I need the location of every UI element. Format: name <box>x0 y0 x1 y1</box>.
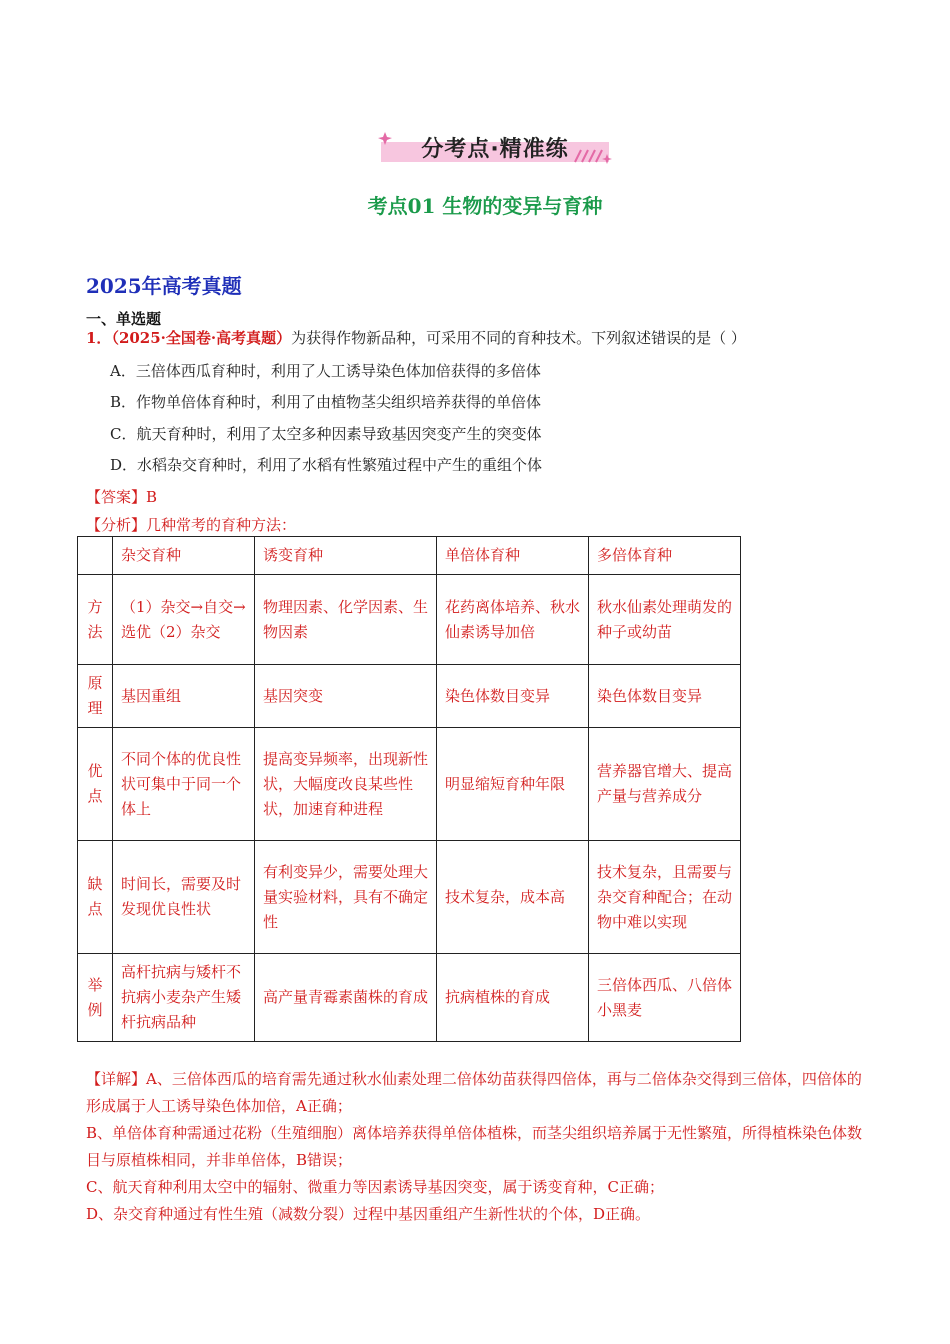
table-header-cell: 多倍体育种 <box>589 537 741 575</box>
table-header-cell: 杂交育种 <box>113 537 255 575</box>
row-label: 方法 <box>78 575 113 665</box>
table-header-cell: 诱变育种 <box>255 537 437 575</box>
table-header-cell <box>78 537 113 575</box>
table-cell: 提高变异频率，出现新性状，大幅度改良某些性状，加速育种进程 <box>255 728 437 841</box>
detail-text: A、三倍体西瓜的培育需先通过秋水仙素处理二倍体幼苗获得四倍体，再与二倍体杂交得到三倍体，四倍体的形成属于人工诱导染色体加倍，A正确； <box>86 1070 862 1115</box>
option-c: C．航天育种时，利用了太空多种因素导致基因突变产生的突变体 <box>110 425 542 443</box>
table-cell: 物理因素、化学因素、生物因素 <box>255 575 437 665</box>
table-cell: 三倍体西瓜、八倍体小黑麦 <box>589 954 741 1042</box>
question-type: 一、单选题 <box>86 310 162 328</box>
detail-paragraph: C、航天育种利用太空中的辐射、微重力等因素诱导基因突变，属于诱变育种，C正确； <box>86 1178 664 1196</box>
row-label: 举例 <box>78 954 113 1042</box>
analysis <box>86 514 296 535</box>
breeding-methods-table <box>77 536 741 1042</box>
section-banner <box>375 124 615 172</box>
year-title: 2025年高考真题 <box>86 274 242 298</box>
table-cell: 基因突变 <box>255 665 437 728</box>
analysis-label: 【分析】 <box>86 516 147 534</box>
table-cell: （1）杂交→自交→选优（2）杂交 <box>113 575 255 665</box>
analysis-text: 几种常考的育种方法： <box>146 516 297 534</box>
option-a: A．三倍体西瓜育种时，利用了人工诱导染色体加倍获得的多倍体 <box>110 362 541 380</box>
detail-paragraph: D、杂交育种通过有性生殖（减数分裂）过程中基因重组产生新性状的个体，D正确。 <box>86 1205 651 1223</box>
row-label: 缺点 <box>78 841 113 954</box>
table-cell: 染色体数目变异 <box>589 665 741 728</box>
question-text: 为获得作物新品种，可采用不同的育种技术。下列叙述错误的是（ ） <box>291 329 746 347</box>
section-title: 考点01 生物的变异与育种 <box>367 194 603 218</box>
table-cell: 明显缩短育种年限 <box>437 728 589 841</box>
question-stem <box>86 328 746 348</box>
table-cell: 有利变异少，需要处理大量实验材料，具有不确定性 <box>255 841 437 954</box>
table-cell: 时间长，需要及时发现优良性状 <box>113 841 255 954</box>
table-cell: 营养器官增大、提高产量与营养成分 <box>589 728 741 841</box>
table-cell: 高产量青霉素菌株的育成 <box>255 954 437 1042</box>
table-cell: 花药离体培养、秋水仙素诱导加倍 <box>437 575 589 665</box>
table-header-row <box>78 537 741 575</box>
table-row <box>78 954 741 1042</box>
table-cell: 基因重组 <box>113 665 255 728</box>
row-label: 优点 <box>78 728 113 841</box>
answer <box>86 486 157 507</box>
detail-explanation <box>86 1066 866 1228</box>
table-cell: 技术复杂，且需要与杂交育种配合；在动物中难以实现 <box>589 841 741 954</box>
table-row <box>78 575 741 665</box>
table-header-cell: 单倍体育种 <box>437 537 589 575</box>
option-b: B．作物单倍体育种时，利用了由植物茎尖组织培养获得的单倍体 <box>110 393 542 411</box>
table-cell: 不同个体的优良性状可集中于同一个体上 <box>113 728 255 841</box>
question-source: （2025·全国卷·高考真题） <box>111 329 292 347</box>
detail-label: 【详解】 <box>86 1070 147 1088</box>
table-row <box>78 665 741 728</box>
row-label: 原理 <box>78 665 113 728</box>
question-number: 1． <box>86 329 112 347</box>
answer-value: B <box>146 488 158 506</box>
table-row <box>78 728 741 841</box>
table-cell: 秋水仙素处理萌发的种子或幼苗 <box>589 575 741 665</box>
option-d: D．水稻杂交育种时，利用了水稻有性繁殖过程中产生的重组个体 <box>110 456 543 474</box>
answer-label: 【答案】 <box>86 488 147 506</box>
table-cell: 抗病植株的育成 <box>437 954 589 1042</box>
detail-paragraph: B、单倍体育种需通过花粉（生殖细胞）离体培养获得单倍体植株，而茎尖组织培养属于无性繁殖，所得植株染色体数目与原植株相同，并非单倍体，B错误； <box>86 1124 863 1169</box>
table-row <box>78 841 741 954</box>
detail-paragraph <box>86 1066 866 1120</box>
table-cell: 高杆抗病与矮杆不抗病小麦杂产生矮杆抗病品种 <box>113 954 255 1042</box>
table-cell: 技术复杂，成本高 <box>437 841 589 954</box>
banner-text: 分考点·精准练 <box>421 137 569 162</box>
table-cell: 染色体数目变异 <box>437 665 589 728</box>
